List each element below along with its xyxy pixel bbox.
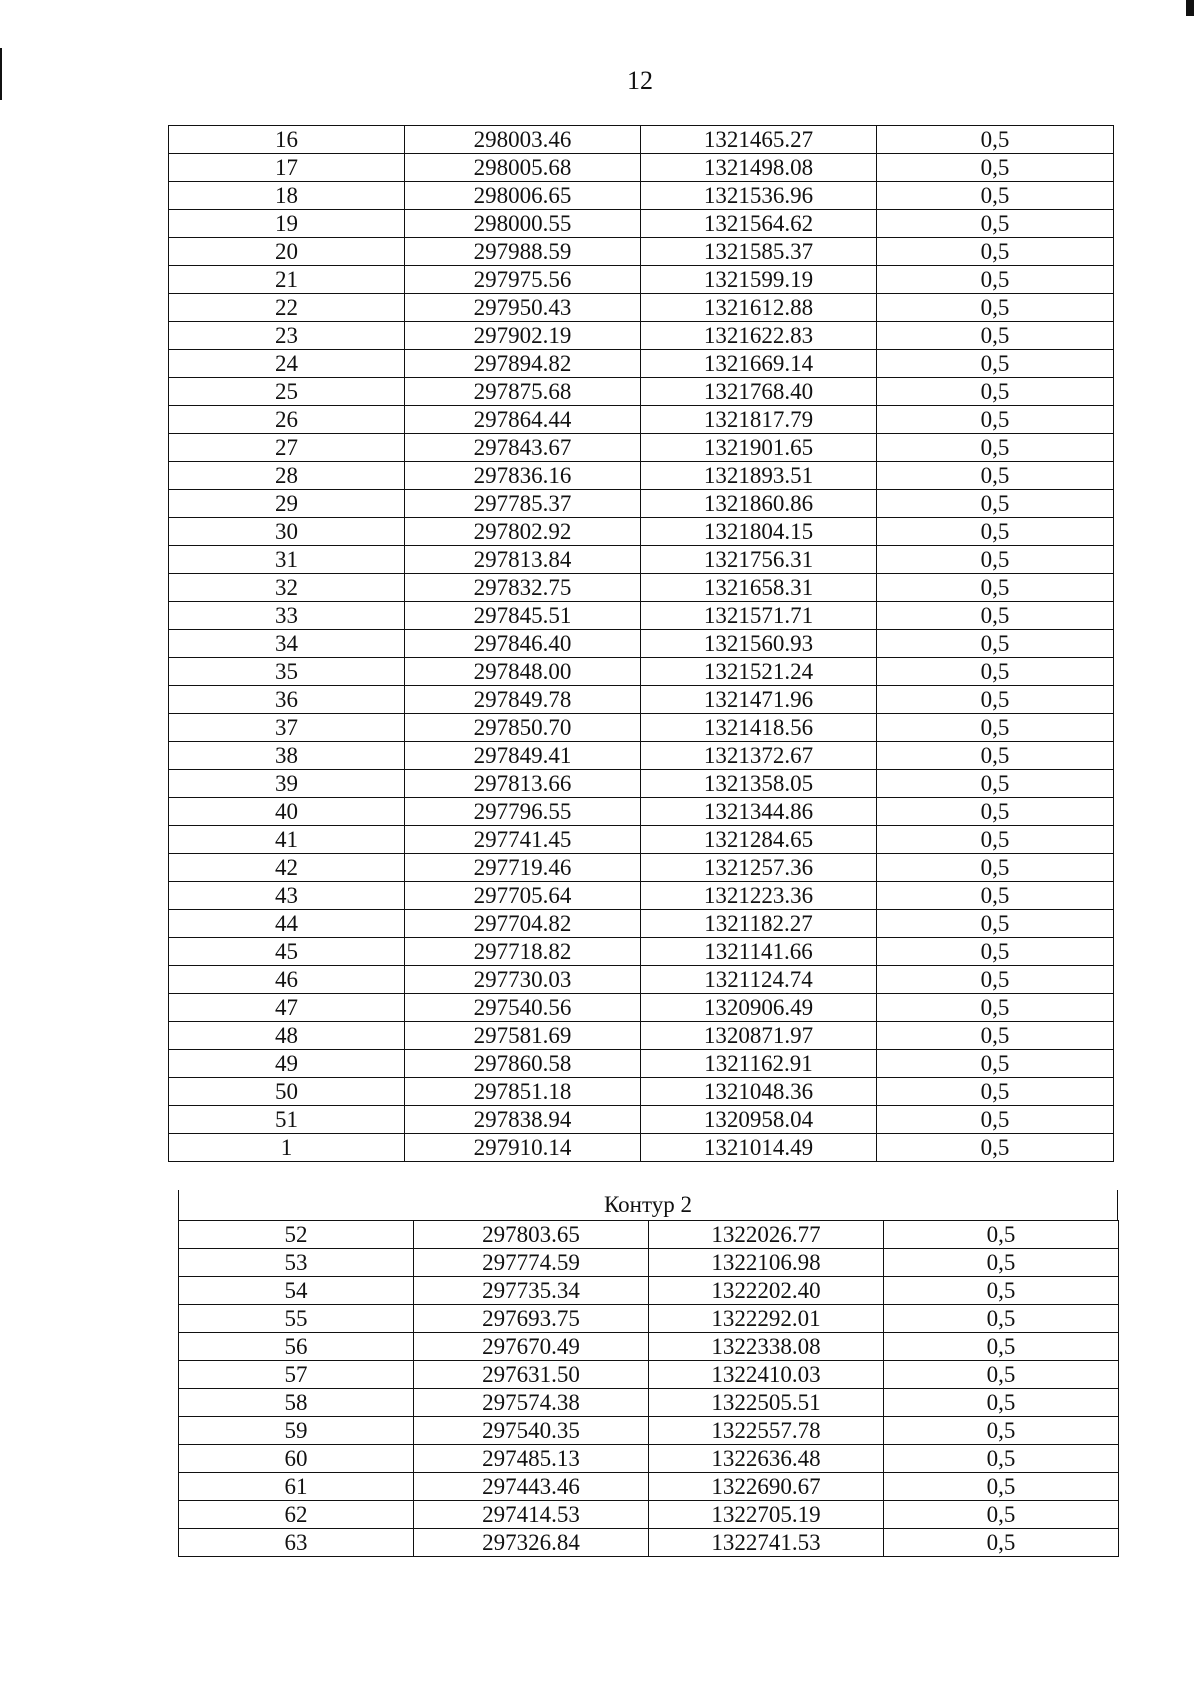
precision-cell: 0,5 [877,798,1114,826]
y-coordinate-cell: 1322636.48 [649,1445,884,1473]
point-number-cell: 40 [169,798,405,826]
table-row [169,1134,1114,1162]
point-number-cell: 25 [169,378,405,406]
y-coordinate-cell: 1322292.01 [649,1305,884,1333]
x-coordinate-cell: 297846.40 [405,630,641,658]
y-coordinate-cell: 1320871.97 [641,1022,877,1050]
page-number: 12 [627,66,653,95]
x-coordinate-cell: 297735.34 [414,1277,649,1305]
precision-cell: 0,5 [877,630,1114,658]
y-coordinate-cell: 1320906.49 [641,994,877,1022]
table-body [169,126,1114,1162]
x-coordinate-cell: 298005.68 [405,154,641,182]
point-number-cell: 47 [169,994,405,1022]
x-coordinate-cell: 297813.84 [405,546,641,574]
x-coordinate-cell: 298000.55 [405,210,641,238]
point-number-cell: 33 [169,602,405,630]
x-coordinate-cell: 297902.19 [405,322,641,350]
y-coordinate-cell: 1321124.74 [641,966,877,994]
y-coordinate-cell: 1321585.37 [641,238,877,266]
table-row [169,546,1114,574]
point-number-cell: 46 [169,966,405,994]
x-coordinate-cell: 297485.13 [414,1445,649,1473]
y-coordinate-cell: 1322026.77 [649,1221,884,1249]
y-coordinate-cell: 1322106.98 [649,1249,884,1277]
precision-cell: 0,5 [877,770,1114,798]
point-number-cell: 19 [169,210,405,238]
x-coordinate-cell: 297875.68 [405,378,641,406]
x-coordinate-cell: 297848.00 [405,658,641,686]
y-coordinate-cell: 1321182.27 [641,910,877,938]
point-number-cell: 21 [169,266,405,294]
point-number-cell: 50 [169,1078,405,1106]
precision-cell: 0,5 [877,126,1114,154]
precision-cell: 0,5 [877,546,1114,574]
x-coordinate-cell: 297631.50 [414,1361,649,1389]
table-row [169,322,1114,350]
point-number-cell: 44 [169,910,405,938]
table-body [179,1221,1119,1557]
coordinates-table-contour-2 [178,1220,1119,1557]
point-number-cell: 54 [179,1277,414,1305]
table-row [169,406,1114,434]
precision-cell: 0,5 [877,658,1114,686]
y-coordinate-cell: 1321358.05 [641,770,877,798]
point-number-cell: 30 [169,518,405,546]
y-coordinate-cell: 1322705.19 [649,1501,884,1529]
table-row [169,1106,1114,1134]
point-number-cell: 22 [169,294,405,322]
table-row [169,574,1114,602]
point-number-cell: 62 [179,1501,414,1529]
precision-cell: 0,5 [877,574,1114,602]
point-number-cell: 36 [169,686,405,714]
y-coordinate-cell: 1322557.78 [649,1417,884,1445]
precision-cell: 0,5 [877,490,1114,518]
point-number-cell: 32 [169,574,405,602]
y-coordinate-cell: 1321612.88 [641,294,877,322]
y-coordinate-cell: 1321860.86 [641,490,877,518]
y-coordinate-cell: 1322202.40 [649,1277,884,1305]
point-number-cell: 26 [169,406,405,434]
table-row [179,1249,1119,1277]
table-row [179,1305,1119,1333]
precision-cell: 0,5 [877,966,1114,994]
point-number-cell: 59 [179,1417,414,1445]
y-coordinate-cell: 1321536.96 [641,182,877,210]
precision-cell: 0,5 [877,154,1114,182]
precision-cell: 0,5 [877,1134,1114,1162]
x-coordinate-cell: 297860.58 [405,1050,641,1078]
point-number-cell: 34 [169,630,405,658]
table-row [169,826,1114,854]
point-number-cell: 39 [169,770,405,798]
precision-cell: 0,5 [884,1445,1119,1473]
table-row [169,462,1114,490]
x-coordinate-cell: 297838.94 [405,1106,641,1134]
x-coordinate-cell: 298006.65 [405,182,641,210]
point-number-cell: 20 [169,238,405,266]
x-coordinate-cell: 297670.49 [414,1333,649,1361]
y-coordinate-cell: 1322690.67 [649,1473,884,1501]
precision-cell: 0,5 [877,938,1114,966]
scan-mark-top-right [1186,0,1194,16]
y-coordinate-cell: 1321571.71 [641,602,877,630]
y-coordinate-cell: 1321893.51 [641,462,877,490]
precision-cell: 0,5 [884,1417,1119,1445]
point-number-cell: 43 [169,882,405,910]
table-row [179,1473,1119,1501]
point-number-cell: 58 [179,1389,414,1417]
y-coordinate-cell: 1321465.27 [641,126,877,154]
table-row [169,630,1114,658]
y-coordinate-cell: 1321756.31 [641,546,877,574]
scan-mark-left [0,48,2,100]
y-coordinate-cell: 1321048.36 [641,1078,877,1106]
table-row [179,1361,1119,1389]
y-coordinate-cell: 1321372.67 [641,742,877,770]
point-number-cell: 29 [169,490,405,518]
precision-cell: 0,5 [884,1473,1119,1501]
y-coordinate-cell: 1322741.53 [649,1529,884,1557]
precision-cell: 0,5 [877,294,1114,322]
precision-cell: 0,5 [877,1022,1114,1050]
y-coordinate-cell: 1321622.83 [641,322,877,350]
y-coordinate-cell: 1321162.91 [641,1050,877,1078]
x-coordinate-cell: 297850.70 [405,714,641,742]
table-row [169,294,1114,322]
precision-cell: 0,5 [877,826,1114,854]
point-number-cell: 23 [169,322,405,350]
y-coordinate-cell: 1321418.56 [641,714,877,742]
x-coordinate-cell: 298003.46 [405,126,641,154]
precision-cell: 0,5 [877,1078,1114,1106]
point-number-cell: 48 [169,1022,405,1050]
point-number-cell: 45 [169,938,405,966]
x-coordinate-cell: 297851.18 [405,1078,641,1106]
precision-cell: 0,5 [877,602,1114,630]
point-number-cell: 28 [169,462,405,490]
table-row [169,266,1114,294]
point-number-cell: 52 [179,1221,414,1249]
y-coordinate-cell: 1321768.40 [641,378,877,406]
table-row [169,154,1114,182]
table-row [169,1078,1114,1106]
x-coordinate-cell: 297864.44 [405,406,641,434]
precision-cell: 0,5 [877,714,1114,742]
y-coordinate-cell: 1320958.04 [641,1106,877,1134]
point-number-cell: 16 [169,126,405,154]
x-coordinate-cell: 297414.53 [414,1501,649,1529]
point-number-cell: 37 [169,714,405,742]
x-coordinate-cell: 297975.56 [405,266,641,294]
precision-cell: 0,5 [877,854,1114,882]
point-number-cell: 38 [169,742,405,770]
x-coordinate-cell: 297785.37 [405,490,641,518]
y-coordinate-cell: 1321560.93 [641,630,877,658]
table-row [169,798,1114,826]
precision-cell: 0,5 [877,350,1114,378]
table-row [179,1389,1119,1417]
precision-cell: 0,5 [877,882,1114,910]
table-row [169,350,1114,378]
precision-cell: 0,5 [884,1501,1119,1529]
x-coordinate-cell: 297813.66 [405,770,641,798]
point-number-cell: 1 [169,1134,405,1162]
table-row [169,182,1114,210]
table-row [169,518,1114,546]
y-coordinate-cell: 1321564.62 [641,210,877,238]
table-row [169,1050,1114,1078]
point-number-cell: 51 [169,1106,405,1134]
precision-cell: 0,5 [877,910,1114,938]
precision-cell: 0,5 [877,266,1114,294]
table-row [169,602,1114,630]
y-coordinate-cell: 1321817.79 [641,406,877,434]
precision-cell: 0,5 [877,742,1114,770]
y-coordinate-cell: 1322338.08 [649,1333,884,1361]
point-number-cell: 18 [169,182,405,210]
x-coordinate-cell: 297836.16 [405,462,641,490]
point-number-cell: 17 [169,154,405,182]
x-coordinate-cell: 297988.59 [405,238,641,266]
point-number-cell: 35 [169,658,405,686]
table-row [169,658,1114,686]
table-row [169,490,1114,518]
point-number-cell: 57 [179,1361,414,1389]
table-row [179,1277,1119,1305]
table-row [179,1501,1119,1529]
point-number-cell: 55 [179,1305,414,1333]
x-coordinate-cell: 297693.75 [414,1305,649,1333]
y-coordinate-cell: 1321804.15 [641,518,877,546]
x-coordinate-cell: 297719.46 [405,854,641,882]
table-row [169,742,1114,770]
precision-cell: 0,5 [884,1249,1119,1277]
x-coordinate-cell: 297574.38 [414,1389,649,1417]
y-coordinate-cell: 1321141.66 [641,938,877,966]
table-row [169,238,1114,266]
point-number-cell: 31 [169,546,405,574]
x-coordinate-cell: 297802.92 [405,518,641,546]
y-coordinate-cell: 1321669.14 [641,350,877,378]
point-number-cell: 41 [169,826,405,854]
y-coordinate-cell: 1321257.36 [641,854,877,882]
point-number-cell: 42 [169,854,405,882]
table-row [169,938,1114,966]
x-coordinate-cell: 297894.82 [405,350,641,378]
table-row [179,1417,1119,1445]
x-coordinate-cell: 297326.84 [414,1529,649,1557]
x-coordinate-cell: 297705.64 [405,882,641,910]
table-row [179,1445,1119,1473]
x-coordinate-cell: 297741.45 [405,826,641,854]
precision-cell: 0,5 [877,182,1114,210]
precision-cell: 0,5 [877,378,1114,406]
y-coordinate-cell: 1322505.51 [649,1389,884,1417]
table-row [169,910,1114,938]
y-coordinate-cell: 1321599.19 [641,266,877,294]
y-coordinate-cell: 1321498.08 [641,154,877,182]
point-number-cell: 49 [169,1050,405,1078]
table-row [169,126,1114,154]
x-coordinate-cell: 297540.35 [414,1417,649,1445]
table-row [179,1333,1119,1361]
x-coordinate-cell: 297443.46 [414,1473,649,1501]
point-number-cell: 63 [179,1529,414,1557]
x-coordinate-cell: 297730.03 [405,966,641,994]
table-row [179,1221,1119,1249]
x-coordinate-cell: 297910.14 [405,1134,641,1162]
x-coordinate-cell: 297796.55 [405,798,641,826]
point-number-cell: 56 [179,1333,414,1361]
table-row [169,378,1114,406]
table-row [169,434,1114,462]
x-coordinate-cell: 297849.78 [405,686,641,714]
precision-cell: 0,5 [884,1361,1119,1389]
precision-cell: 0,5 [884,1305,1119,1333]
table-row [169,994,1114,1022]
precision-cell: 0,5 [877,462,1114,490]
y-coordinate-cell: 1321344.86 [641,798,877,826]
y-coordinate-cell: 1321284.65 [641,826,877,854]
table-row [169,882,1114,910]
y-coordinate-cell: 1321901.65 [641,434,877,462]
x-coordinate-cell: 297718.82 [405,938,641,966]
x-coordinate-cell: 297704.82 [405,910,641,938]
precision-cell: 0,5 [884,1529,1119,1557]
coordinates-table-contour-1 [168,125,1114,1162]
y-coordinate-cell: 1321014.49 [641,1134,877,1162]
y-coordinate-cell: 1322410.03 [649,1361,884,1389]
precision-cell: 0,5 [877,994,1114,1022]
x-coordinate-cell: 297803.65 [414,1221,649,1249]
precision-cell: 0,5 [884,1221,1119,1249]
precision-cell: 0,5 [877,238,1114,266]
table-row [169,966,1114,994]
x-coordinate-cell: 297843.67 [405,434,641,462]
precision-cell: 0,5 [877,1106,1114,1134]
table-row [169,686,1114,714]
table-row [169,854,1114,882]
table-row [179,1529,1119,1557]
x-coordinate-cell: 297581.69 [405,1022,641,1050]
precision-cell: 0,5 [884,1389,1119,1417]
x-coordinate-cell: 297832.75 [405,574,641,602]
precision-cell: 0,5 [877,1050,1114,1078]
point-number-cell: 60 [179,1445,414,1473]
contour-2-title: Контур 2 [178,1190,1118,1220]
precision-cell: 0,5 [877,518,1114,546]
precision-cell: 0,5 [877,210,1114,238]
precision-cell: 0,5 [877,406,1114,434]
precision-cell: 0,5 [877,434,1114,462]
x-coordinate-cell: 297950.43 [405,294,641,322]
table-row [169,210,1114,238]
table-row [169,770,1114,798]
x-coordinate-cell: 297540.56 [405,994,641,1022]
precision-cell: 0,5 [884,1277,1119,1305]
x-coordinate-cell: 297845.51 [405,602,641,630]
table-row [169,1022,1114,1050]
precision-cell: 0,5 [877,686,1114,714]
point-number-cell: 27 [169,434,405,462]
y-coordinate-cell: 1321471.96 [641,686,877,714]
y-coordinate-cell: 1321521.24 [641,658,877,686]
precision-cell: 0,5 [877,322,1114,350]
precision-cell: 0,5 [884,1333,1119,1361]
y-coordinate-cell: 1321658.31 [641,574,877,602]
x-coordinate-cell: 297849.41 [405,742,641,770]
point-number-cell: 53 [179,1249,414,1277]
point-number-cell: 24 [169,350,405,378]
table-row [169,714,1114,742]
y-coordinate-cell: 1321223.36 [641,882,877,910]
x-coordinate-cell: 297774.59 [414,1249,649,1277]
point-number-cell: 61 [179,1473,414,1501]
